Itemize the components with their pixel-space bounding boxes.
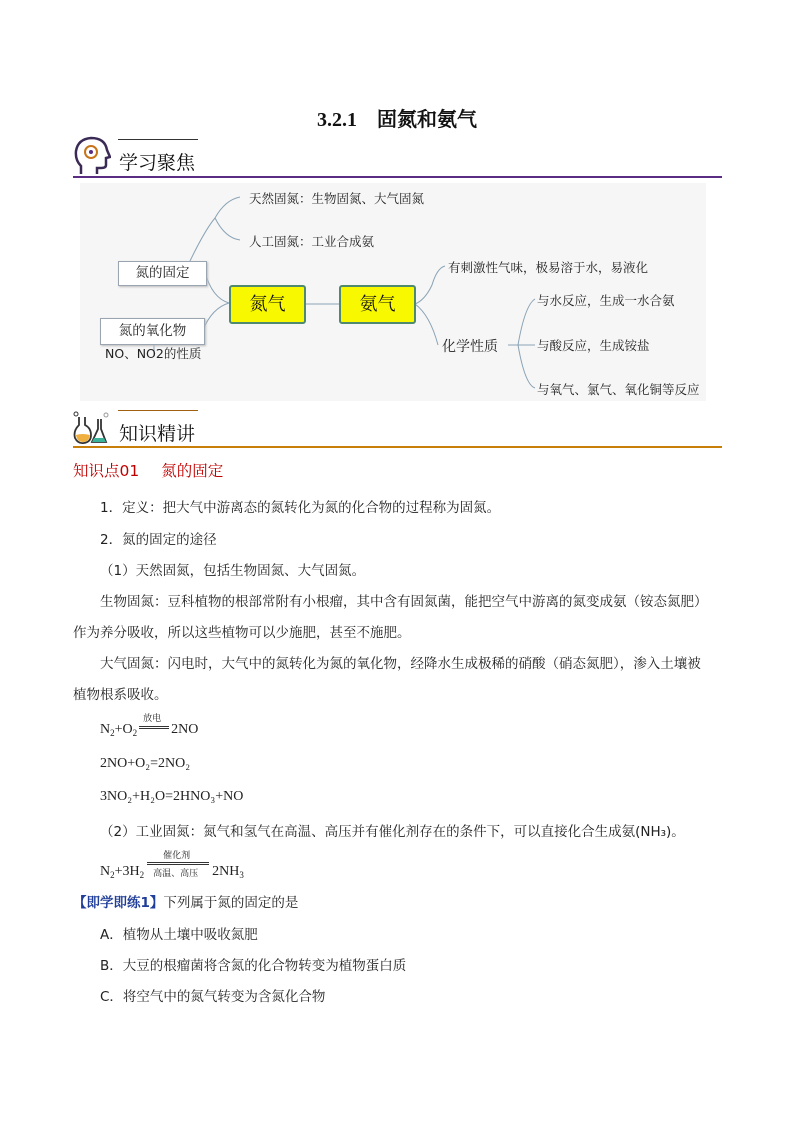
mm-nitrogen-oxides-node: 氮的氧化物	[100, 318, 205, 345]
section-title-knowledge: 知识精讲	[119, 423, 196, 445]
header-accent-line	[118, 410, 198, 411]
mm-react-oxygen: 与氧气、氯气、氧化铜等反应	[537, 382, 700, 397]
option-a: A．植物从土壤中吸收氮肥	[100, 927, 258, 943]
section-divider	[73, 446, 722, 448]
para-bio-2: 作为养分吸收，所以这些植物可以少施肥，甚至不施肥。	[73, 625, 411, 641]
para-atmos-1: 大气固氮：闪电时，大气中的氮转化为氮的氧化物，经降水生成极稀的硝酸（硝态氮肥），渗入土壤被	[100, 656, 701, 672]
eq1-condition: 放电	[143, 714, 162, 724]
para-natural: （1）天然固氮，包括生物固氮、大气固氮。	[100, 563, 366, 579]
option-b: B．大豆的根瘤菌将含氮的化合物转变为植物蛋白质	[100, 958, 407, 974]
kp-number: 知识点01	[73, 462, 140, 480]
kp-title: 氮的固定	[161, 462, 224, 480]
mm-nitrogen-gas-node: 氮气	[229, 285, 306, 324]
knowledge-point-heading	[73, 459, 223, 481]
eq4-conditions: 高温、高压	[153, 869, 199, 879]
para-atmos-2: 植物根系吸收。	[73, 687, 168, 703]
exercise-question	[73, 891, 298, 911]
mm-react-water: 与水反应，生成一水合氨	[537, 293, 675, 308]
equation-2: 2NO+O₂=2NO₂	[100, 756, 191, 771]
para-definition: 1．定义：把大气中游离态的氮转化为氮的化合物的过程称为固氮。	[100, 500, 501, 516]
page-title: 3.2.1 固氮和氨气	[317, 109, 477, 131]
mm-ammonia-node: 氨气	[339, 285, 416, 324]
eq4-catalyst: 催化剂	[163, 851, 191, 861]
mm-physical-properties: 有刺激性气味，极易溶于水，易液化	[448, 260, 649, 275]
mm-chemical-properties: 化学性质	[442, 339, 498, 355]
para-industrial: （2）工业固氮：氮气和氢气在高温、高压并有催化剂存在的条件下，可以直接化合生成氨(NH₃)。	[100, 824, 685, 840]
mm-no-properties: NO、NO2的性质	[105, 346, 202, 361]
mm-natural-fixation: 天然固氮：生物固氮、大气固氮	[249, 191, 425, 206]
para-bio-1: 生物固氮：豆科植物的根部常附有小根瘤，其中含有固氮菌，能把空气中游离的氮变成氨（铵态氮肥）	[100, 594, 708, 610]
exercise-question-text: 下列属于氮的固定的是	[163, 895, 299, 911]
flask-icon	[72, 409, 110, 445]
option-c: C．将空气中的氮气转变为含氮化合物	[100, 989, 326, 1005]
para-routes: 2．氮的固定的途径	[100, 532, 217, 548]
equation-1: $N_2+O_2$ 放电 2NO	[100, 722, 198, 738]
equation-3: 3NO₂+H₂O=2HNO₃+NO	[100, 789, 244, 804]
equation-4: $N_2+3H_2$ 催化剂 高温、高压 $2NH_3$	[100, 864, 244, 880]
exercise-tag: 【即学即练1】	[73, 895, 164, 911]
mm-nitrogen-fixation-node: 氮的固定	[118, 261, 207, 286]
section-title-focus: 学习聚焦	[119, 152, 196, 174]
mm-artificial-fixation: 人工固氮：工业合成氨	[249, 234, 375, 249]
mm-react-acid: 与酸反应，生成铵盐	[537, 338, 650, 353]
